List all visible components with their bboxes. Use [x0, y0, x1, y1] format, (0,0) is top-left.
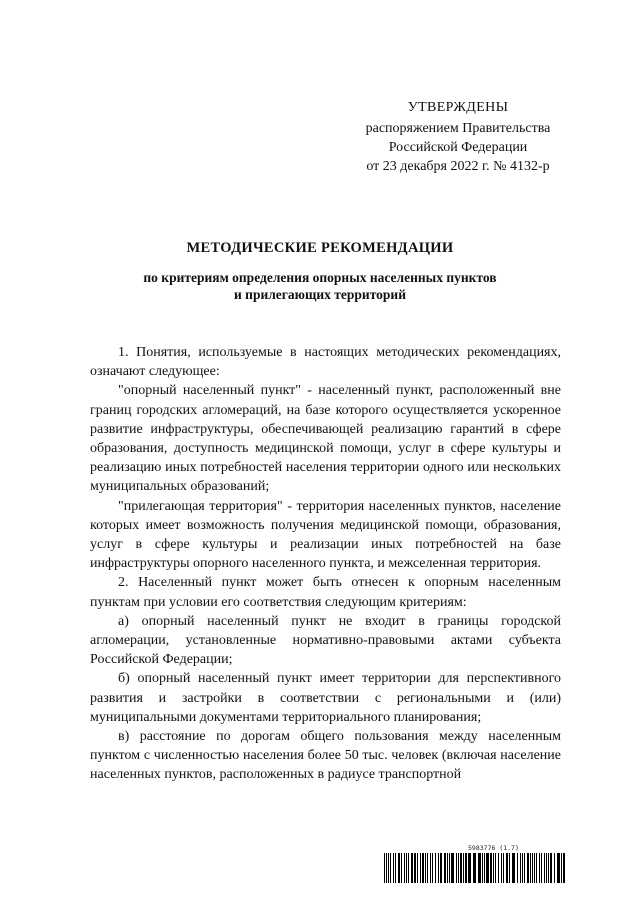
approval-line: распоряжением Правительства [365, 121, 551, 136]
paragraph: а) опорный населенный пункт не входит в границы городской агломерации, установленные нормативно-правовыми актами субъекта Российской Федерации; [90, 613, 561, 668]
barcode-block [384, 844, 566, 884]
paragraph: в) расстояние по дорогам общего пользования между населенным пунктом с численностью населения более 50 тыс. человек (включая население населенных пунктов, расположенных в радиусе транспортной [90, 729, 561, 783]
approval-heading: УТВЕРЖДЕНЫ [407, 100, 509, 115]
barcode-number: 5983776 (1.7) [468, 844, 519, 852]
subtitle-line: по критериям определения опорных населенных пунктов [143, 270, 497, 285]
subtitle-line: и прилегающих территорий [234, 287, 406, 302]
paragraph: "опорный населенный пункт" - населенный пункт, расположенный вне границ городских агломераций, на базе которого осуществляется ускоренное развитие инфраструктуры, обеспечивающей реализацию гарантий в сфере образования, доступность медицинской помощи, услуг в сфере культуры и реализацию иных потребностей населения территории одного или нескольких муниципальных образований; [90, 383, 561, 495]
approval-date: от 23 декабря 2022 г. № 4132-р [366, 159, 550, 174]
approval-line: Российской Федерации [388, 140, 528, 155]
document-body [90, 343, 561, 785]
document-subtitle [0, 269, 640, 303]
paragraph: 1. Понятия, используемые в настоящих методических рекомендациях, означают следующее: [90, 345, 561, 380]
document-title: МЕТОДИЧЕСКИЕ РЕКОМЕНДАЦИИ [186, 240, 454, 256]
paragraph: б) опорный населенный пункт имеет территории для перспективного развития и застройки в соответствии с региональными и (или) муниципальными документами территориального планирования; [90, 671, 561, 725]
paragraph: 2. Населенный пункт может быть отнесен к опорным населенным пунктам при условии его соответствия следующим критериям: [90, 575, 561, 610]
approval-stamp [338, 98, 578, 176]
barcode-icon [384, 853, 566, 883]
paragraph: "прилегающая территория" - территория населенных пунктов, население которых имеет возможность получения медицинской помощи, образования, услуг в сфере культуры и реализации иных потребностей на базе инфраструктуры опорного населенного пункта, и межселенная территория. [90, 498, 561, 572]
